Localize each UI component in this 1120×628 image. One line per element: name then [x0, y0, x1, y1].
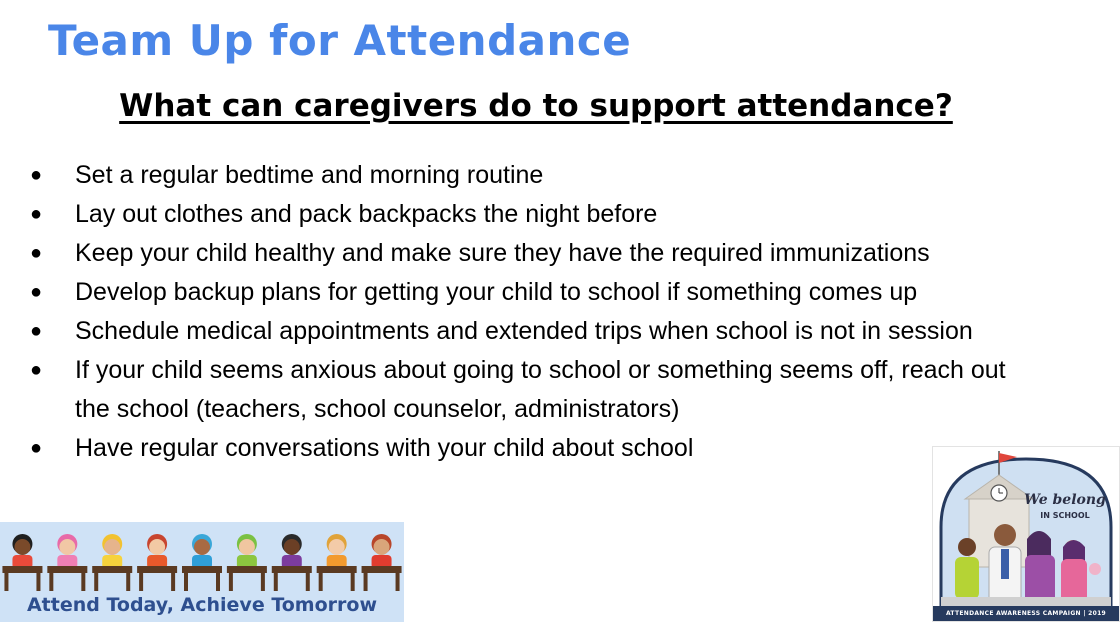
school-arch-illustration [933, 447, 1119, 621]
bullet-item: ● Keep your child healthy and make sure they have the required immunizations [30, 234, 1040, 273]
logo-caps-text: IN SCHOOL [1040, 511, 1090, 520]
student-figure [92, 534, 132, 591]
student-figure [362, 534, 402, 591]
student-figure [2, 534, 42, 591]
student-figure [317, 534, 357, 591]
bullet-item: ● If your child seems anxious about going to school or something seems off, reach out the school (teachers, school counselor, administrators) [30, 351, 1040, 429]
bullet-item: ● Schedule medical appointments and extended trips when school is not in session [30, 312, 1040, 351]
student-figure [227, 534, 267, 591]
student-figure [137, 534, 177, 591]
caregiver-tips-list [30, 156, 1040, 468]
attend-today-banner [0, 522, 404, 622]
logo-campaign-band: ATTENDANCE AWARENESS CAMPAIGN | 2019 [933, 606, 1119, 621]
student-figure [182, 534, 222, 591]
student-figure [272, 534, 312, 591]
bullet-item: ● Set a regular bedtime and morning routine [30, 156, 1040, 195]
student-figure [47, 534, 87, 591]
slide-title: Team Up for Attendance [48, 16, 632, 65]
bullet-item: ● Lay out clothes and pack backpacks the night before [30, 195, 1040, 234]
we-belong-in-school-logo [932, 446, 1120, 622]
banner-slogan: Attend Today, Achieve Tomorrow [26, 594, 378, 616]
students-illustration [0, 522, 404, 602]
logo-script-text: We belong [1024, 492, 1106, 508]
bullet-item: ● Have regular conversations with your child about school [30, 429, 1040, 468]
bullet-item: ● Develop backup plans for getting your child to school if something comes up [30, 273, 1040, 312]
slide-subtitle: What can caregivers do to support attendance? [119, 88, 953, 124]
